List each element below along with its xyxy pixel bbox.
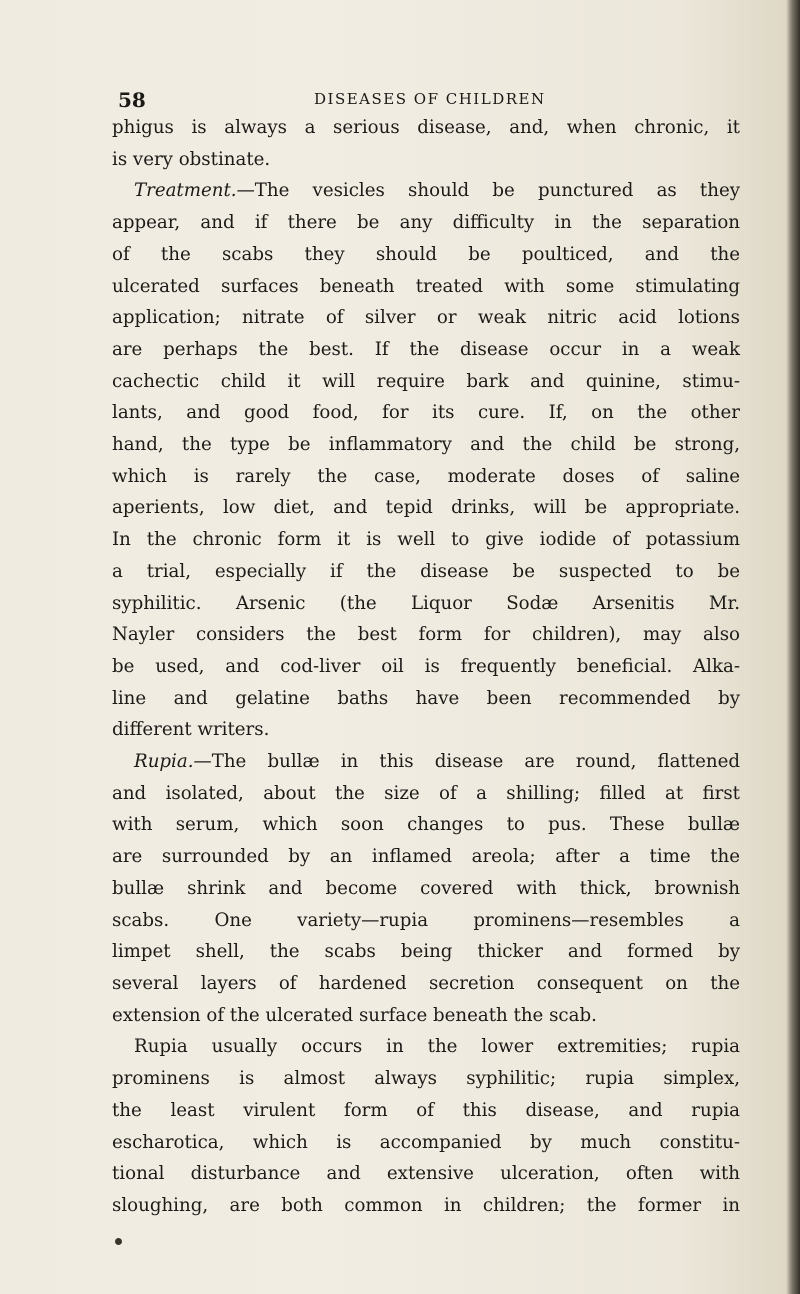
text-line: appear, and if there be any difficulty in the separation xyxy=(112,212,740,234)
text-line: cachectic child it will require bark and quinine, stimu- xyxy=(112,370,740,392)
text-line: lants, and good food, for its cure. If, on the other xyxy=(112,402,740,424)
treatment-heading: Treatment. xyxy=(134,180,237,202)
text-line: is very obstinate. xyxy=(112,148,271,170)
text-line: several layers of hardened secretion consequent on the xyxy=(112,972,740,994)
text-line: bullæ shrink and become covered with thick, brownish xyxy=(112,877,740,899)
text-line: different writers. xyxy=(112,719,270,741)
text-line: of the scabs they should be poulticed, and the xyxy=(112,243,740,265)
text-line: extension of the ulcerated surface beneath the scab. xyxy=(112,1004,597,1026)
text-line: application; nitrate of silver or weak nitric acid lotions xyxy=(112,307,740,329)
running-head: DISEASES OF CHILDREN xyxy=(314,90,546,108)
text-line: which is rarely the case, moderate doses of saline xyxy=(112,465,740,487)
text-line: ulcerated surfaces beneath treated with some stimulating xyxy=(112,275,740,297)
text-line: aperients, low diet, and tepid drinks, will be appropriate. xyxy=(112,497,740,519)
text-line: tional disturbance and extensive ulceration, often with xyxy=(112,1163,740,1185)
page-number: 58 xyxy=(118,88,146,112)
text-line: limpet shell, the scabs being thicker and formed by xyxy=(112,941,740,963)
ink-speck xyxy=(115,1238,122,1245)
text-line: with serum, which soon changes to pus. These bullæ xyxy=(112,814,740,836)
text-line: Treatment.—The vesicles should be punctured as they xyxy=(134,180,740,202)
text-line: hand, the type be inflammatory and the child be strong, xyxy=(112,434,740,456)
text-line: Rupia usually occurs in the lower extremities; rupia xyxy=(134,1036,740,1058)
text-line: be used, and cod-liver oil is frequently beneficial. Alka- xyxy=(112,655,740,677)
page-binding-edge xyxy=(786,0,800,1294)
text-line: are perhaps the best. If the disease occur in a weak xyxy=(112,338,740,360)
text-line: phigus is always a serious disease, and, when chronic, it xyxy=(112,117,740,138)
page-header xyxy=(118,88,718,112)
text-line: line and gelatine baths have been recommended by xyxy=(112,687,740,709)
text-line: syphilitic. Arsenic (the Liquor Sodæ Arsenitis Mr. xyxy=(112,592,740,614)
text-line: a trial, especially if the disease be suspected to be xyxy=(112,560,740,582)
text-line: Nayler considers the best form for children), may also xyxy=(112,624,740,646)
text-line: are surrounded by an inflamed areola; after a time the xyxy=(112,846,740,868)
body-text xyxy=(112,112,740,1222)
text-line: prominens is almost always syphilitic; rupia simplex, xyxy=(112,1068,740,1090)
text-line: escharotica, which is accompanied by much constitu- xyxy=(112,1131,740,1153)
text-line: the least virulent form of this disease, and rupia xyxy=(112,1099,740,1121)
text-line: scabs. One variety—rupia prominens—resembles a xyxy=(112,909,740,931)
text-line: and isolated, about the size of a shilling; filled at first xyxy=(112,782,740,804)
text-line: sloughing, are both common in children; the former in xyxy=(112,1194,740,1216)
rupia-heading: Rupia. xyxy=(134,751,194,773)
text-line: Rupia.—The bullæ in this disease are round, flattened xyxy=(134,751,740,773)
text-line: In the chronic form it is well to give iodide of potassium xyxy=(112,529,740,551)
